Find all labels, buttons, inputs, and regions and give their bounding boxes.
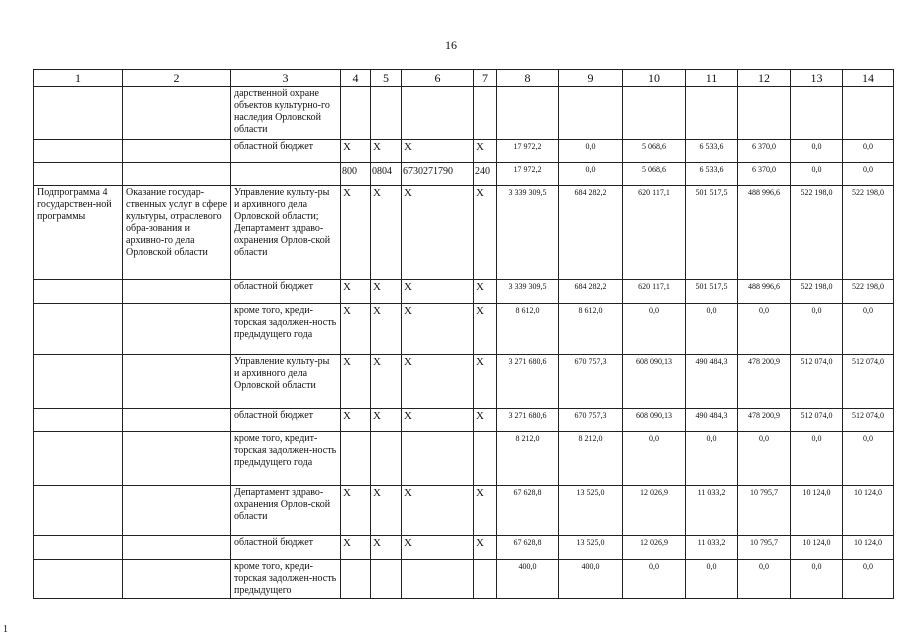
table-cell: X [371, 186, 402, 280]
table-cell: кроме того, креди-торская задолжен-ность предыдущего года [231, 304, 341, 355]
table-cell: 0,0 [843, 163, 894, 186]
table-cell: 67 628,8 [497, 536, 559, 560]
table-cell: 522 198,0 [791, 280, 843, 304]
budget-table [33, 69, 894, 599]
table-cell: 0,0 [623, 432, 686, 486]
table-cell: X [402, 304, 474, 355]
table-cell: 0,0 [791, 560, 843, 599]
table-cell: 13 525,0 [559, 486, 623, 536]
table-cell: 0,0 [843, 560, 894, 599]
table-cell: 0,0 [559, 140, 623, 163]
table-cell [231, 163, 341, 186]
column-header: 7 [474, 70, 497, 87]
table-cell: Оказание государ-ственных услуг в сфере культуры, отраслевого обра-зования и архивно-го дела Орловской области [123, 186, 231, 280]
table-cell: 608 090,13 [623, 409, 686, 432]
table-cell [123, 432, 231, 486]
table-row [34, 409, 894, 432]
table-cell: X [341, 280, 371, 304]
table-cell: 6 370,0 [738, 163, 791, 186]
table-cell: X [474, 409, 497, 432]
table-cell: X [341, 140, 371, 163]
table-cell: 522 198,0 [791, 186, 843, 280]
table-cell: 0,0 [738, 304, 791, 355]
table-cell: 3 271 680,6 [497, 355, 559, 409]
table-cell: 0,0 [738, 560, 791, 599]
table-cell: X [371, 355, 402, 409]
table-cell: 12 026,9 [623, 486, 686, 536]
table-cell: 6730271790 [402, 163, 474, 186]
table-cell [474, 432, 497, 486]
table-cell [34, 560, 123, 599]
table-cell [123, 140, 231, 163]
table-cell: 10 124,0 [843, 486, 894, 536]
table-cell: X [371, 486, 402, 536]
table-cell: 11 033,2 [686, 536, 738, 560]
table-cell: X [474, 355, 497, 409]
table-cell [123, 87, 231, 140]
table-cell: Управление культу-ры и архивного дела Орловской области; Департамент здраво-охранения Орлов-ской области [231, 186, 341, 280]
table-row [34, 163, 894, 186]
table-cell: кроме того, кредит-торская задолжен-ность предыдущего года [231, 432, 341, 486]
table-cell: X [474, 186, 497, 280]
table-cell: X [474, 140, 497, 163]
column-header: 14 [843, 70, 894, 87]
table-cell: 240 [474, 163, 497, 186]
table-cell [559, 87, 623, 140]
table-cell [34, 355, 123, 409]
table-cell: 5 068,6 [623, 163, 686, 186]
table-cell: 11 033,2 [686, 486, 738, 536]
column-header: 13 [791, 70, 843, 87]
table-cell: областной бюджет [231, 409, 341, 432]
table-cell: 478 200,9 [738, 355, 791, 409]
table-cell: 670 757,3 [559, 409, 623, 432]
table-cell [34, 163, 123, 186]
column-header: 4 [341, 70, 371, 87]
table-cell: X [341, 409, 371, 432]
table-cell [123, 163, 231, 186]
table-cell: 0,0 [686, 304, 738, 355]
table-cell: 0,0 [686, 560, 738, 599]
table-row [34, 280, 894, 304]
table-cell [34, 432, 123, 486]
table-row [34, 87, 894, 140]
table-cell [791, 87, 843, 140]
table-header-row [34, 70, 894, 87]
table-cell [497, 87, 559, 140]
table-cell: 10 124,0 [791, 536, 843, 560]
table-cell: 17 972,2 [497, 140, 559, 163]
table-cell: 522 198,0 [843, 186, 894, 280]
table-cell: 501 517,5 [686, 280, 738, 304]
table-cell: 522 198,0 [843, 280, 894, 304]
table-row [34, 304, 894, 355]
table-cell: 620 117,1 [623, 280, 686, 304]
table-cell: 0,0 [843, 432, 894, 486]
table-cell: 608 090,13 [623, 355, 686, 409]
column-header: 1 [34, 70, 123, 87]
table-cell: 0,0 [623, 560, 686, 599]
table-cell: 13 525,0 [559, 536, 623, 560]
table-cell [402, 560, 474, 599]
table-cell [34, 409, 123, 432]
table-cell: X [474, 304, 497, 355]
table-cell [843, 87, 894, 140]
table-cell [34, 486, 123, 536]
table-cell: X [402, 355, 474, 409]
table-cell [371, 87, 402, 140]
table-cell: 490 484,3 [686, 409, 738, 432]
table-cell: 512 074,0 [843, 409, 894, 432]
table-cell: X [402, 486, 474, 536]
margin-mark: 1 [3, 624, 8, 635]
table-cell: X [402, 140, 474, 163]
table-cell: 0,0 [843, 140, 894, 163]
table-row [34, 432, 894, 486]
table-cell [123, 355, 231, 409]
table-cell: Управление культу-ры и архивного дела Орловской области [231, 355, 341, 409]
table-row [34, 486, 894, 536]
table-cell [371, 432, 402, 486]
table-cell: 12 026,9 [623, 536, 686, 560]
table-cell: 0,0 [623, 304, 686, 355]
table-cell: 8 612,0 [559, 304, 623, 355]
table-cell: 67 628,8 [497, 486, 559, 536]
table-cell: 10 795,7 [738, 536, 791, 560]
table-cell: X [402, 186, 474, 280]
table-cell: областной бюджет [231, 280, 341, 304]
table-cell [474, 560, 497, 599]
table-cell: 6 533,6 [686, 163, 738, 186]
table-cell: 0,0 [791, 163, 843, 186]
table-cell [123, 486, 231, 536]
table-cell [34, 140, 123, 163]
table-cell: 0,0 [791, 432, 843, 486]
table-cell: X [402, 536, 474, 560]
table-row [34, 355, 894, 409]
column-header: 6 [402, 70, 474, 87]
table-cell [341, 432, 371, 486]
table-cell: X [341, 304, 371, 355]
table-cell: 512 074,0 [791, 355, 843, 409]
table-cell: 0,0 [843, 304, 894, 355]
table-cell: 620 117,1 [623, 186, 686, 280]
table-row [34, 140, 894, 163]
table-cell: X [402, 409, 474, 432]
table-cell: 684 282,2 [559, 186, 623, 280]
table-cell [686, 87, 738, 140]
table-cell [34, 280, 123, 304]
table-cell: 400,0 [559, 560, 623, 599]
table-cell: 3 339 309,5 [497, 280, 559, 304]
table-cell [123, 409, 231, 432]
column-header: 12 [738, 70, 791, 87]
column-header: 11 [686, 70, 738, 87]
column-header: 10 [623, 70, 686, 87]
table-cell: 0,0 [791, 140, 843, 163]
table-cell: 488 996,6 [738, 186, 791, 280]
table-cell: 6 533,6 [686, 140, 738, 163]
table-cell: X [474, 486, 497, 536]
table-cell: 400,0 [497, 560, 559, 599]
table-cell: 800 [341, 163, 371, 186]
table-row [34, 536, 894, 560]
table-cell [402, 432, 474, 486]
table-cell [341, 560, 371, 599]
table-cell: 8 612,0 [497, 304, 559, 355]
table-cell: дарственной охране объектов культурно-го наследия Орловской области [231, 87, 341, 140]
table-cell: X [474, 280, 497, 304]
table-cell: X [371, 536, 402, 560]
table-cell: 512 074,0 [843, 355, 894, 409]
table-cell [738, 87, 791, 140]
table-cell: 8 212,0 [559, 432, 623, 486]
table-cell: 3 339 309,5 [497, 186, 559, 280]
column-header: 3 [231, 70, 341, 87]
table-cell [123, 280, 231, 304]
table-row [34, 186, 894, 280]
table-cell: 0,0 [791, 304, 843, 355]
table-cell: 10 124,0 [791, 486, 843, 536]
table-cell: Департамент здраво-охранения Орлов-ской области [231, 486, 341, 536]
table-cell [371, 560, 402, 599]
table-row [34, 560, 894, 599]
table-cell: 684 282,2 [559, 280, 623, 304]
table-cell: 0,0 [738, 432, 791, 486]
table-cell: 10 795,7 [738, 486, 791, 536]
table-cell: 0,0 [559, 163, 623, 186]
table-cell: X [341, 486, 371, 536]
page-number: 16 [445, 38, 457, 52]
table-body [34, 87, 894, 599]
table-cell: 3 271 680,6 [497, 409, 559, 432]
table-cell: 8 212,0 [497, 432, 559, 486]
table-cell: X [341, 355, 371, 409]
table-cell: кроме того, креди-торская задолжен-ность предыдущего [231, 560, 341, 599]
table-cell: 17 972,2 [497, 163, 559, 186]
table-cell [123, 304, 231, 355]
table-cell [34, 304, 123, 355]
table-cell [123, 560, 231, 599]
table-cell: 501 517,5 [686, 186, 738, 280]
table-cell [402, 87, 474, 140]
table-cell: X [474, 536, 497, 560]
table-cell: X [341, 536, 371, 560]
table-cell: Подпрограмма 4 государствен-ной программы [34, 186, 123, 280]
table-cell [34, 87, 123, 140]
table-cell: X [371, 304, 402, 355]
column-header: 8 [497, 70, 559, 87]
table-cell [123, 536, 231, 560]
table-cell: 490 484,3 [686, 355, 738, 409]
column-header: 5 [371, 70, 402, 87]
table-cell: X [371, 280, 402, 304]
table-cell: 512 074,0 [791, 409, 843, 432]
column-header: 9 [559, 70, 623, 87]
table-cell: областной бюджет [231, 140, 341, 163]
table-cell [623, 87, 686, 140]
table-cell: X [371, 140, 402, 163]
table-cell: 6 370,0 [738, 140, 791, 163]
table-cell: областной бюджет [231, 536, 341, 560]
table-cell [474, 87, 497, 140]
table-cell: X [341, 186, 371, 280]
table-cell: 670 757,3 [559, 355, 623, 409]
column-header: 2 [123, 70, 231, 87]
table-cell: X [371, 409, 402, 432]
table-cell: 488 996,6 [738, 280, 791, 304]
table-cell [341, 87, 371, 140]
table-cell: X [402, 280, 474, 304]
table-cell [34, 536, 123, 560]
table-cell: 0804 [371, 163, 402, 186]
table-cell: 478 200,9 [738, 409, 791, 432]
table-cell: 5 068,6 [623, 140, 686, 163]
table-cell: 0,0 [686, 432, 738, 486]
table-cell: 10 124,0 [843, 536, 894, 560]
